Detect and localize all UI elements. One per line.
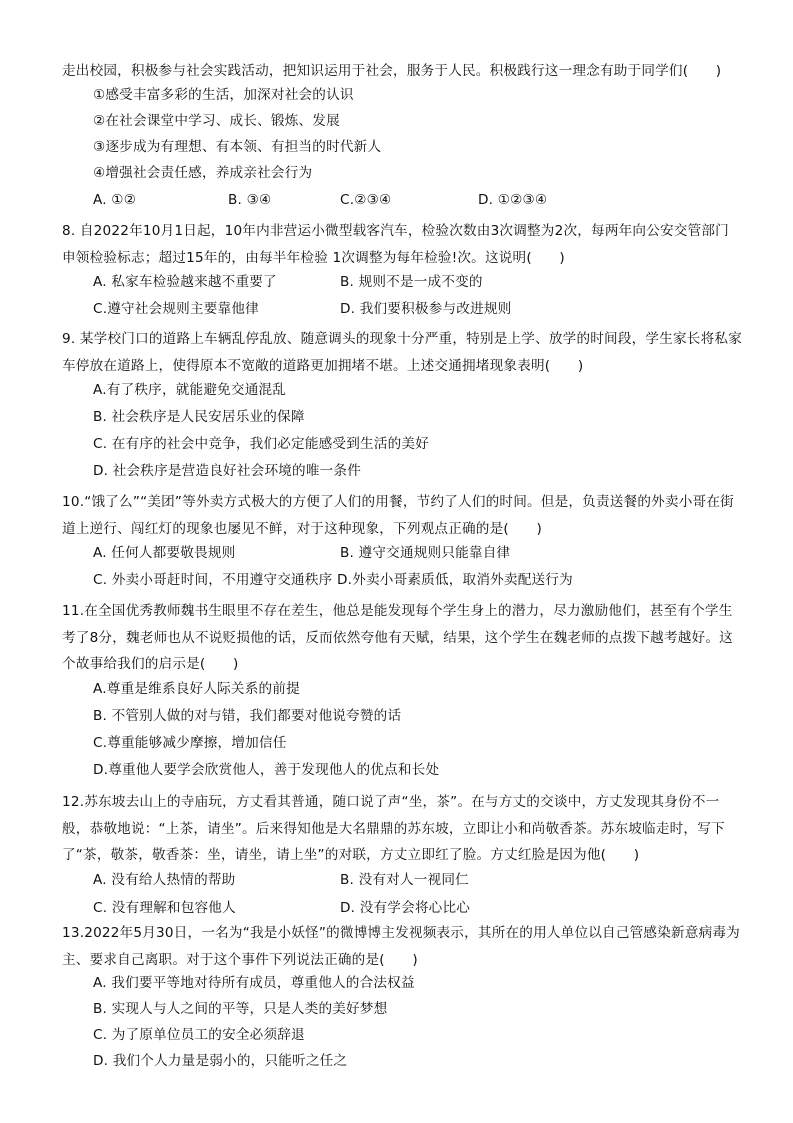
option-a: A. 没有给人热情的帮助 [93, 872, 236, 888]
option-b: B. 社会秩序是人民安居乐业的保障 [93, 409, 305, 425]
option-b: B. ③④ [228, 192, 272, 208]
option-d: D. 我们个人力量是弱小的，只能听之任之 [93, 1053, 348, 1069]
question-10-stem: 10.“饿了么”“美团”等外卖方式极大的方便了人们的用餐，节约了人们的时间。但是，负责送餐的外卖小哥在街道上逆行、闯红灯的现象也屡见不鲜，对于这种现象，下列观点正确的是( ) [62, 494, 734, 537]
option-b: B. 不管别人做的对与错，我们都要对他说夸赞的话 [93, 708, 402, 724]
question-11-stem: 11.在全国优秀教师魏书生眼里不存在差生，他总是能发现每个学生身上的潜力，尽力激励他们，甚至有个学生考了8分，魏老师也从不说贬损他的话，反而依然夸他有天赋，结果，这个学生在魏老师的点拨下越考越好。这个故事给我们的启示是( ) [62, 603, 733, 672]
option-b: B. 没有对人一视同仁 [340, 872, 469, 888]
statement-1: ①感受丰富多彩的生活，加深对社会的认识 [93, 87, 354, 103]
option-c: C. 没有理解和包容他人 [93, 900, 236, 916]
question-9-stem: 9. 某学校门口的道路上车辆乱停乱放、随意调头的现象十分严重，特别是上学、放学的时间段，学生家长将私家车停放在道路上，使得原本不宽敞的道路更加拥堵不堪。上述交通拥堵现象表明( ) [62, 331, 742, 374]
statement-4: ④增强社会责任感，养成亲社会行为 [93, 165, 313, 181]
option-a: A.有了秩序，就能避免交通混乱 [93, 382, 287, 398]
option-d: D. ①②③④ [478, 192, 548, 208]
option-a: A.尊重是维系良好人际关系的前提 [93, 681, 300, 697]
option-a: A. 我们要平等地对待所有成员，尊重他人的合法权益 [93, 975, 415, 991]
option-d: D. 社会秩序是营造良好社会环境的唯一条件 [93, 463, 361, 479]
option-a: A. ①② [93, 192, 137, 208]
option-d: D. 我们要积极参与改进规则 [340, 301, 512, 317]
option-a: A. 私家车检验越来越不重要了 [93, 274, 277, 290]
option-c: C. 在有序的社会中竞争，我们必定能感受到生活的美好 [93, 436, 429, 452]
option-d: D.外卖小哥素质低，取消外卖配送行为 [337, 572, 573, 588]
option-b: B. 遵守交通规则只能靠自律 [340, 545, 511, 561]
question-12-stem: 12.苏东坡去山上的寺庙玩，方丈看其普通，随口说了声“坐，茶”。在与方丈的交谈中，方丈发现其身份不一般，恭敬地说：“上茶，请坐”。后来得知他是大名鼎鼎的苏东坡，立即让小和尚敬香茶。苏东坡临走时，写下了“茶，敬茶，敬香茶：坐，请坐，请上坐”的对联，方丈立即红了脸。方丈红脸是因为他( ) [62, 794, 725, 863]
question-8-stem: 8. 自2022年10月1日起，10年内非营运小微型载客汽车，检验次数由3次调整为2次，每两年向公安交管部门申领检验标志；超过15年的，由每半年检验 1次调整为每年检验!次。这说明( ) [62, 223, 729, 266]
option-b: B. 规则不是一成不变的 [340, 274, 483, 290]
question-13-stem: 13.2022年5月30日，一名为“我是小妖怪”的微博博主发视频表示，其所在的用人单位以自己管感染新意病毒为主、要求自己离职。对于这个事件下列说法正确的是( ) [62, 925, 740, 968]
option-c: C.②③④ [340, 192, 392, 208]
option-d: D. 没有学会将心比心 [340, 900, 471, 916]
option-d: D.尊重他人要学会欣赏他人，善于发现他人的优点和长处 [93, 762, 440, 778]
statement-3: ③逐步成为有理想、有本领、有担当的时代新人 [93, 139, 382, 155]
statement-2: ②在社会课堂中学习、成长、锻炼、发展 [93, 113, 340, 129]
option-c: C.遵守社会规则主要靠他律 [93, 301, 259, 317]
option-c: C.尊重能够减少摩擦，增加信任 [93, 735, 287, 751]
option-c: C. 为了原单位员工的安全必须辞退 [93, 1027, 305, 1043]
option-a: A. 任何人都要敬畏规则 [93, 545, 236, 561]
question-intro-stem: 走出校园，积极参与社会实践活动，把知识运用于社会，服务于人民。积极践行这一理念有助于同学们( ) [62, 63, 722, 79]
option-b: B. 实现人与人之间的平等，只是人类的美好梦想 [93, 1001, 388, 1017]
option-c: C. 外卖小哥赶时间，不用遵守交通秩序 [93, 572, 333, 588]
